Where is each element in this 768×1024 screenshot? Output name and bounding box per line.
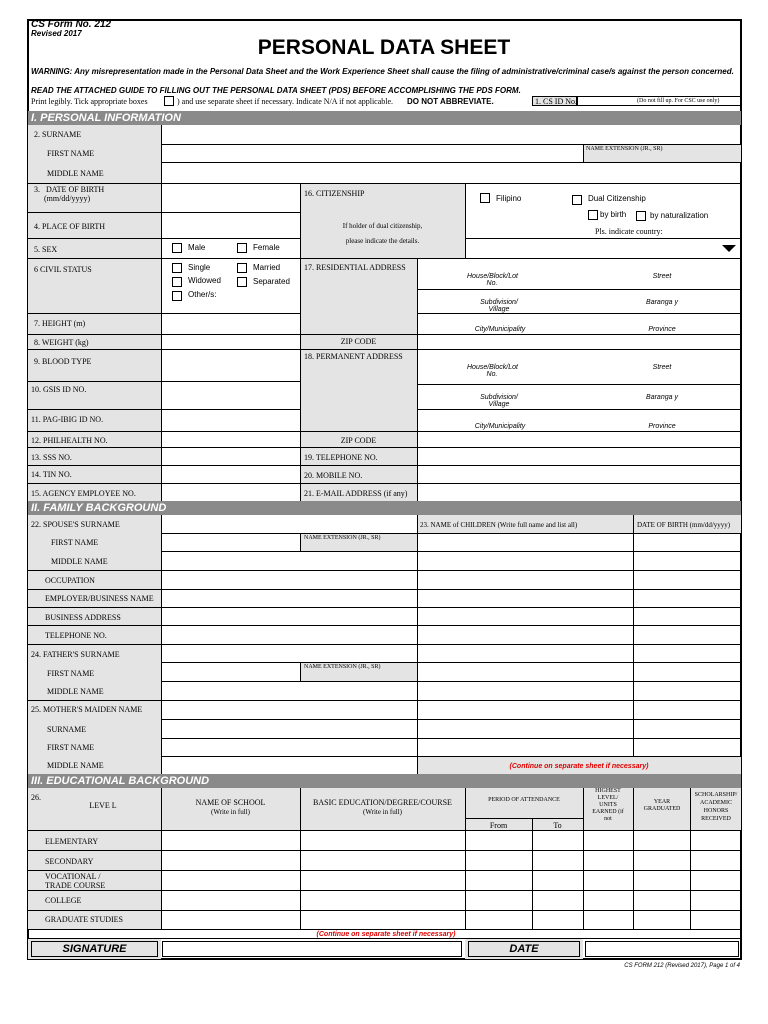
level-graduate-studies: GRADUATE STUDIES [45, 915, 123, 924]
indicate-country-label: Pls. indicate country: [595, 227, 663, 236]
section-family-background: II. FAMILY BACKGROUND [28, 501, 741, 515]
perm-house-label: House/Block/Lot No. [467, 364, 518, 378]
dual-note-line1: If holder of dual citizenship, [342, 222, 423, 230]
dual-citizenship-label: Dual Citizenship [588, 194, 646, 203]
year-graduated-header: YEAR GRADUATED [643, 799, 681, 812]
by-birth-label: by birth [600, 210, 627, 219]
father-surname-field[interactable] [162, 645, 416, 661]
employer-label: EMPLOYER/BUSINESS NAME [45, 594, 154, 603]
children-dob-field[interactable] [634, 534, 740, 755]
spouse-surname-label: 22. SPOUSE'S SURNAME [31, 520, 120, 529]
weight-field[interactable] [162, 335, 299, 348]
pagibig-field[interactable] [162, 410, 299, 430]
level-header: LEVE L [89, 801, 117, 810]
telephone-field[interactable] [418, 448, 740, 464]
surname-label: 2. SURNAME [34, 130, 82, 139]
employer-field[interactable] [162, 590, 416, 606]
honors-header: SCHOLARSHIP/ ACADEMIC HONORS RECEIVED [694, 792, 738, 822]
widowed-checkbox[interactable] [172, 277, 182, 287]
business-address-field[interactable] [162, 608, 416, 624]
by-naturalization-checkbox[interactable] [636, 211, 646, 221]
from-header: From [489, 821, 508, 830]
telephone-label: 19. TELEPHONE NO. [304, 453, 378, 462]
perm-city-label: City/Municipality [474, 423, 526, 430]
mother-first-name-field[interactable] [162, 739, 416, 755]
business-address-label: BUSINESS ADDRESS [45, 613, 121, 622]
weight-label: 8. WEIGHT (kg) [34, 338, 89, 347]
res-zip-field[interactable] [418, 335, 740, 348]
res-city-label: City/Municipality [474, 326, 526, 333]
perm-zip-field[interactable] [418, 432, 740, 446]
date-of-birth-field[interactable] [162, 184, 299, 211]
section-educational-background: III. EDUCATIONAL BACKGROUND [28, 774, 741, 788]
children-label: 23. NAME of CHILDREN (Write full name and list all) [420, 521, 578, 529]
page-footer: CS FORM 212 (Revised 2017), Page 1 of 4 [624, 963, 740, 969]
agency-employee-field[interactable] [162, 484, 299, 500]
res-province-label: Province [648, 326, 676, 333]
print-legibly-text: Print legibly. Tick appropriate boxes [31, 97, 148, 106]
period-header: PERIOD OF ATTENDANCE [488, 797, 560, 803]
perm-subdivision-label: Subdivision/ Village [480, 394, 518, 408]
page-title: PERSONAL DATA SHEET [257, 36, 511, 59]
blood-type-field[interactable] [162, 350, 299, 380]
educ-number-label: 26. [31, 793, 41, 802]
place-of-birth-field[interactable] [162, 213, 299, 237]
educ-continue-note: (Continue on separate sheet if necessary) [316, 931, 456, 938]
sample-tick-box [164, 96, 174, 106]
mother-surname-field[interactable] [162, 720, 416, 737]
highest-level-header: HIGHEST LEVEL/ UNITS EARNED (if not [592, 788, 624, 822]
signature-field[interactable] [162, 941, 462, 957]
gsis-label: 10. GSIS ID NO. [31, 385, 87, 394]
read-guide-text: READ THE ATTACHED GUIDE TO FILLING OUT THE PERSONAL DATA SHEET (PDS) BEFORE ACCOMPLISHING THE PDS FORM. [31, 86, 521, 95]
separate-sheet-text: ) and use separate sheet if necessary. Indicate N/A if not applicable. [177, 97, 394, 106]
civil-status-label: 6 CIVIL STATUS [34, 265, 92, 274]
surname-field[interactable] [162, 126, 740, 143]
male-checkbox[interactable] [172, 243, 182, 253]
pagibig-label: 11. PAG-IBIG ID NO. [31, 415, 104, 424]
tin-label: 14. TIN NO. [31, 470, 72, 479]
father-first-name-label: FIRST NAME [47, 669, 95, 678]
philhealth-field[interactable] [162, 432, 299, 446]
children-names-field[interactable] [418, 534, 632, 755]
gsis-field[interactable] [162, 382, 299, 408]
school-name-subheader: (Write in full) [211, 808, 250, 816]
female-label: Female [253, 243, 280, 252]
email-label: 21. E-MAIL ADDRESS (if any) [304, 489, 408, 498]
level-elementary: ELEMENTARY [45, 837, 99, 846]
filipino-checkbox[interactable] [480, 193, 490, 203]
children-dob-label: DATE OF BIRTH (mm/dd/yyyy) [637, 521, 731, 529]
sss-label: 13. SSS NO. [31, 453, 72, 462]
csc-id-label: 1. CS ID No. [535, 97, 578, 106]
middle-name-label: MIDDLE NAME [47, 169, 104, 178]
mother-surname-label: SURNAME [47, 725, 87, 734]
chevron-down-icon[interactable] [722, 245, 736, 252]
csc-use-note: (Do not fill up. For CSC use only) [637, 98, 720, 104]
no-abbreviate-text: DO NOT ABBREVIATE. [407, 97, 494, 106]
widowed-label: Widowed [188, 276, 221, 285]
middle-name-field[interactable] [162, 163, 740, 182]
family-continue-note: (Continue on separate sheet if necessary) [509, 763, 649, 770]
spouse-name-extension-label: NAME EXTENSION (JR., SR) [304, 535, 381, 541]
mother-maiden-name-label: 25. MOTHER'S MAIDEN NAME [31, 705, 143, 714]
section-personal-information: I. PERSONAL INFORMATION [28, 111, 741, 125]
spouse-first-name-label: FIRST NAME [51, 538, 99, 547]
sss-field[interactable] [162, 448, 299, 464]
degree-header: BASIC EDUCATION/DEGREE/COURSE [313, 798, 452, 807]
occupation-label: OCCUPATION [45, 576, 95, 585]
form-number: CS Form No. 212 [31, 19, 112, 30]
education-entries-grid[interactable] [162, 831, 740, 928]
name-extension-label: NAME EXTENSION (JR., SR) [586, 146, 663, 152]
dual-note-line2: please indicate the details. [345, 237, 420, 245]
others-label: Other/s: [188, 290, 217, 299]
perm-zip-label: ZIP CODE [340, 436, 377, 445]
agency-employee-label: 15. AGENCY EMPLOYEE NO. [31, 489, 136, 498]
height-label: 7. HEIGHT (m) [34, 319, 86, 328]
tin-field[interactable] [162, 466, 299, 482]
email-field[interactable] [418, 484, 740, 500]
perm-barangay-label: Baranga y [646, 394, 678, 401]
blood-type-label: 9. BLOOD TYPE [34, 357, 92, 366]
single-checkbox[interactable] [172, 263, 182, 273]
father-surname-label: 24. FATHER'S SURNAME [31, 650, 120, 659]
spouse-surname-field[interactable] [162, 516, 416, 532]
single-label: Single [188, 263, 211, 272]
form-revision: Revised 2017 [31, 29, 82, 38]
res-house-label: House/Block/Lot No. [467, 273, 518, 287]
school-name-header: NAME OF SCHOOL [195, 798, 266, 807]
spouse-first-name-field[interactable] [162, 534, 299, 550]
date-field[interactable] [585, 941, 739, 957]
mobile-field[interactable] [418, 466, 740, 482]
separated-checkbox[interactable] [237, 277, 247, 287]
by-naturalization-label: by naturalization [650, 211, 709, 220]
male-label: Male [188, 243, 206, 252]
filipino-label: Filipino [496, 194, 522, 203]
sex-label: 5. SEX [34, 245, 58, 254]
occupation-field[interactable] [162, 571, 416, 588]
level-college: COLLEGE [45, 896, 82, 905]
father-middle-name-field[interactable] [162, 682, 416, 699]
others-checkbox[interactable] [172, 291, 182, 301]
mobile-label: 20. MOBILE NO. [304, 471, 363, 480]
res-zip-label: ZIP CODE [340, 337, 377, 346]
father-middle-name-label: MIDDLE NAME [47, 687, 104, 696]
res-subdivision-label: Subdivision/ Village [480, 299, 518, 313]
spouse-telephone-label: TELEPHONE NO. [45, 631, 107, 640]
spouse-middle-name-field[interactable] [162, 552, 416, 569]
dual-citizenship-checkbox[interactable] [572, 195, 582, 205]
first-name-label: FIRST NAME [47, 149, 95, 158]
res-street-label: Street [652, 273, 672, 280]
date-of-birth-label: 3. DATE OF BIRTH (mm/dd/yyyy) [34, 185, 105, 203]
res-barangay-label: Baranga y [646, 299, 678, 306]
place-of-birth-label: 4. PLACE OF BIRTH [34, 222, 106, 231]
residential-address-label: 17. RESIDENTIAL ADDRESS [304, 263, 406, 272]
married-checkbox[interactable] [237, 263, 247, 273]
spouse-telephone-field[interactable] [162, 626, 416, 643]
citizenship-label: 16. CITIZENSHIP [304, 189, 365, 198]
father-first-name-field[interactable] [162, 663, 299, 680]
degree-subheader: (Write in full) [363, 808, 402, 816]
warning-text: WARNING: Any misrepresentation made in the Personal Data Sheet and the Work Experience Sheet shall cause the filing of administrative/criminal case/s against the person concerned. [31, 67, 734, 76]
by-birth-checkbox[interactable] [588, 210, 598, 220]
female-checkbox[interactable] [237, 243, 247, 253]
first-name-field[interactable] [162, 145, 582, 161]
spouse-middle-name-label: MIDDLE NAME [51, 557, 108, 566]
height-field[interactable] [162, 314, 299, 333]
mother-first-name-label: FIRST NAME [47, 743, 95, 752]
permanent-address-label: 18. PERMANENT ADDRESS [304, 352, 403, 361]
country-dropdown[interactable] [466, 239, 740, 257]
mother-middle-name-field[interactable] [162, 757, 416, 773]
mother-middle-name-label: MIDDLE NAME [47, 761, 104, 770]
perm-street-label: Street [652, 364, 672, 371]
date-label: DATE [509, 943, 539, 955]
philhealth-label: 12. PHILHEALTH NO. [31, 436, 108, 445]
level-secondary: SECONDARY [45, 857, 94, 866]
to-header: To [553, 821, 562, 830]
level-vocational: VOCATIONAL / TRADE COURSE [45, 872, 106, 890]
perm-province-label: Province [648, 423, 676, 430]
married-label: Married [253, 263, 281, 272]
father-name-extension-label: NAME EXTENSION (JR., SR) [304, 664, 381, 670]
separated-label: Separated [253, 277, 290, 286]
signature-label: SIGNATURE [62, 943, 127, 955]
